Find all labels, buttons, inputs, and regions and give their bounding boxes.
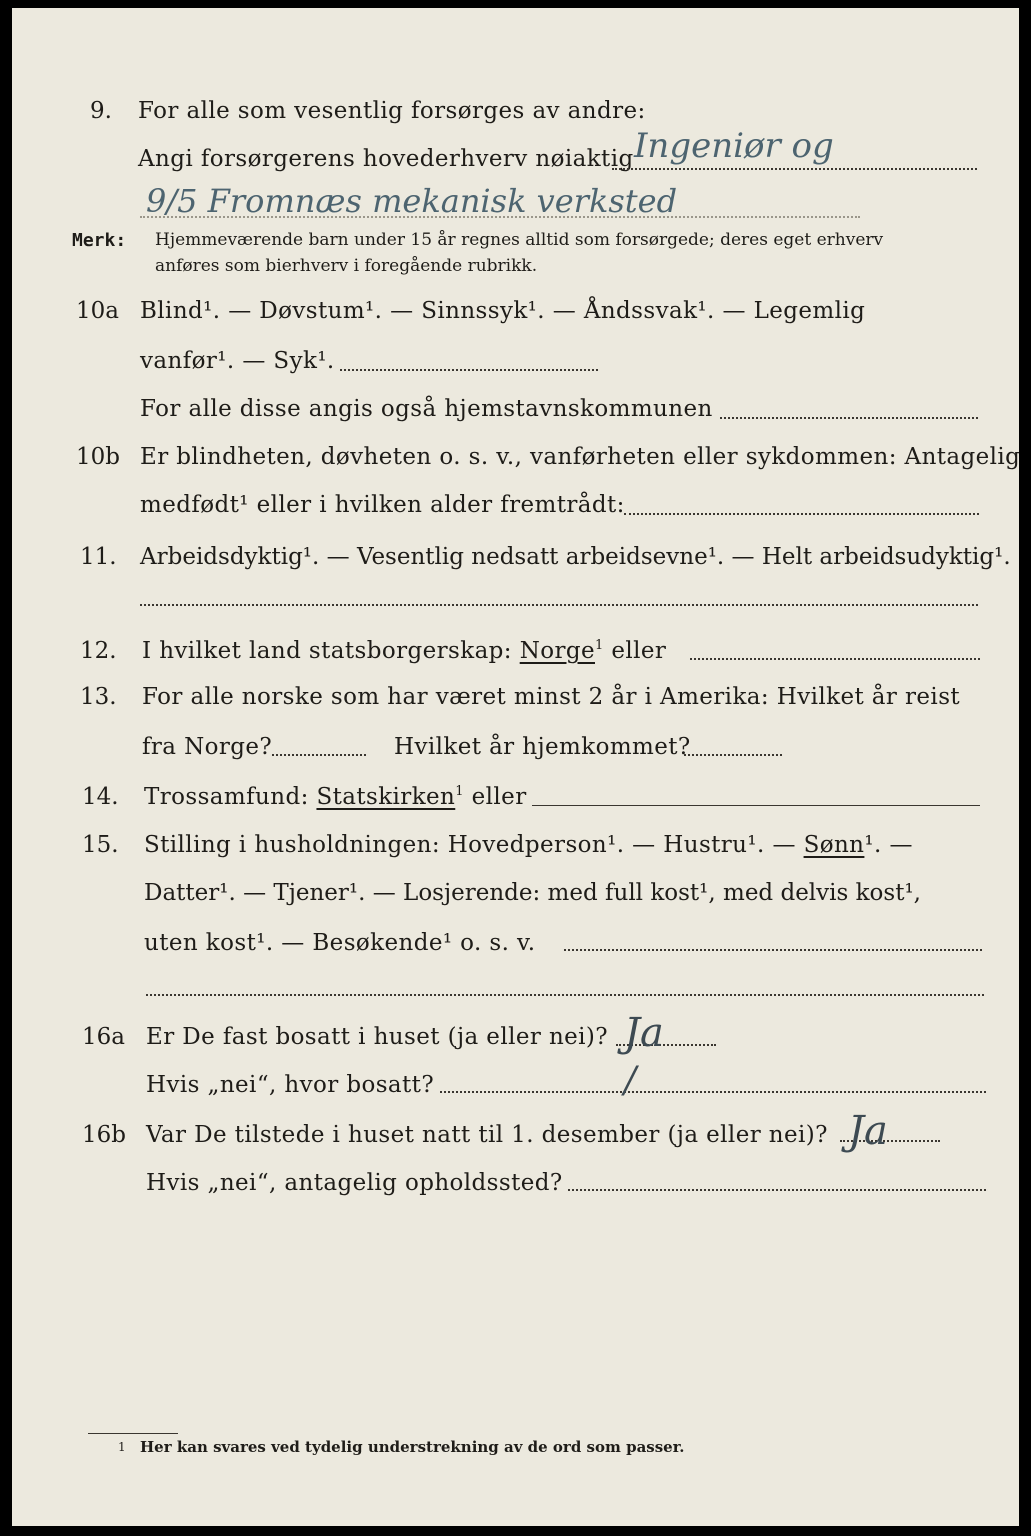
q14-number: 14.	[82, 784, 119, 810]
q15-answer-line	[564, 949, 982, 951]
q12-sup: 1	[595, 638, 604, 653]
q10a-line1: Blind¹. — Døvstum¹. — Sinnssyk¹. — Åndssvak¹. — Legemlig	[140, 298, 866, 324]
q14-prefix: Trossamfund:	[144, 784, 309, 810]
q16b-handwritten-ja: Ja	[848, 1108, 888, 1154]
q12-prefix: I hvilket land statsborgerskap:	[142, 638, 512, 664]
q10b-line1: Er blindheten, døvheten o. s. v., vanførheten eller sykdommen: Antagelig	[140, 444, 1021, 470]
q16b-number: 16b	[82, 1122, 126, 1148]
census-form-page	[12, 8, 1019, 1526]
q9-answer-line2	[140, 216, 860, 218]
q16a-line1: Er De fast bosatt i huset (ja eller nei)?	[146, 1024, 609, 1050]
q13-hjem-line	[684, 754, 782, 756]
footnote-text: Her kan svares ved tydelig understrekning av de ord som passer.	[140, 1438, 685, 1456]
q9-handwritten-1: Ingeniør og	[634, 126, 834, 166]
footnote-mark: 1	[118, 1440, 126, 1454]
q14-sup: 1	[455, 784, 464, 799]
q15-line1-start: Stilling i husholdningen: Hovedperson¹. — Hustru¹. —	[144, 832, 796, 858]
q10a-answer-line	[340, 369, 598, 371]
q10b-line2: medfødt¹ eller i hvilken alder fremtrådt:	[140, 492, 625, 518]
merk-line1: Hjemmeværende barn under 15 år regnes alltid som forsørgede; deres eget erhverv	[155, 230, 884, 250]
q13-line1: For alle norske som har været minst 2 år i Amerika: Hvilket år reist	[142, 684, 961, 710]
q14-answer-line	[532, 805, 980, 806]
q14-line	[144, 784, 527, 810]
q13-reist-line	[272, 754, 366, 756]
q15-line2: Datter¹. — Tjener¹. — Losjerende: med full kost¹, med delvis kost¹,	[144, 880, 921, 906]
q16a-line2: Hvis „nei“, hvor bosatt?	[146, 1072, 435, 1098]
q16a-handwritten-stroke: /	[624, 1060, 637, 1101]
merk-label: Merk:	[72, 230, 127, 251]
q13-line2a: fra Norge?	[142, 734, 273, 760]
q10a-line3: For alle disse angis også hjemstavnskommunen	[140, 396, 713, 422]
q16a-number: 16a	[82, 1024, 125, 1050]
q12-answer-line	[690, 658, 980, 660]
q14-statskirken-underlined: Statskirken	[316, 784, 456, 810]
q9-line1: For alle som vesentlig forsørges av andre:	[138, 98, 646, 124]
q15-answer-line2	[146, 994, 984, 996]
q16b-answer-line2	[568, 1189, 986, 1191]
q15-number: 15.	[82, 832, 119, 858]
q11-answer-line	[140, 604, 978, 606]
q12-number: 12.	[80, 638, 117, 664]
q9-answer-line1	[612, 168, 977, 170]
q14-suffix: eller	[471, 784, 527, 810]
q9-number: 9.	[90, 98, 112, 124]
q11-number: 11.	[80, 544, 117, 570]
footnote-rule	[88, 1433, 178, 1434]
q12-line	[142, 638, 666, 664]
q10a-line2: vanfør¹. — Syk¹.	[140, 348, 335, 374]
q10b-answer-line	[624, 513, 979, 515]
q9-handwritten-2: 9/5 Fromnæs mekanisk verksted	[146, 182, 678, 220]
q9-line2: Angi forsørgerens hovederhverv nøiaktig	[138, 146, 634, 172]
q15-sonn-underlined: Sønn	[803, 832, 865, 858]
q16a-handwritten-ja: Ja	[624, 1010, 664, 1056]
merk-line2: anføres som bierhverv i foregående rubrikk.	[155, 256, 538, 276]
q15-line1-end: ¹. —	[864, 832, 913, 858]
q10b-number: 10b	[76, 444, 120, 470]
q15-line3: uten kost¹. — Besøkende¹ o. s. v.	[144, 930, 536, 956]
q13-number: 13.	[80, 684, 117, 710]
q10a-number: 10a	[76, 298, 119, 324]
q11-line1: Arbeidsdyktig¹. — Vesentlig nedsatt arbeidsevne¹. — Helt arbeidsudyktig¹.	[140, 544, 1011, 570]
q12-suffix: eller	[611, 638, 667, 664]
q16a-bosatt-line	[440, 1091, 986, 1093]
q13-line2b: Hvilket år hjemkommet?	[394, 734, 691, 760]
q12-norge-underlined: Norge	[519, 638, 595, 664]
q16b-line2: Hvis „nei“, antagelig opholdssted?	[146, 1170, 563, 1196]
q15-line1	[144, 832, 913, 858]
q16b-line1: Var De tilstede i huset natt til 1. desember (ja eller nei)?	[146, 1122, 828, 1148]
q10a-commune-line	[720, 417, 978, 419]
